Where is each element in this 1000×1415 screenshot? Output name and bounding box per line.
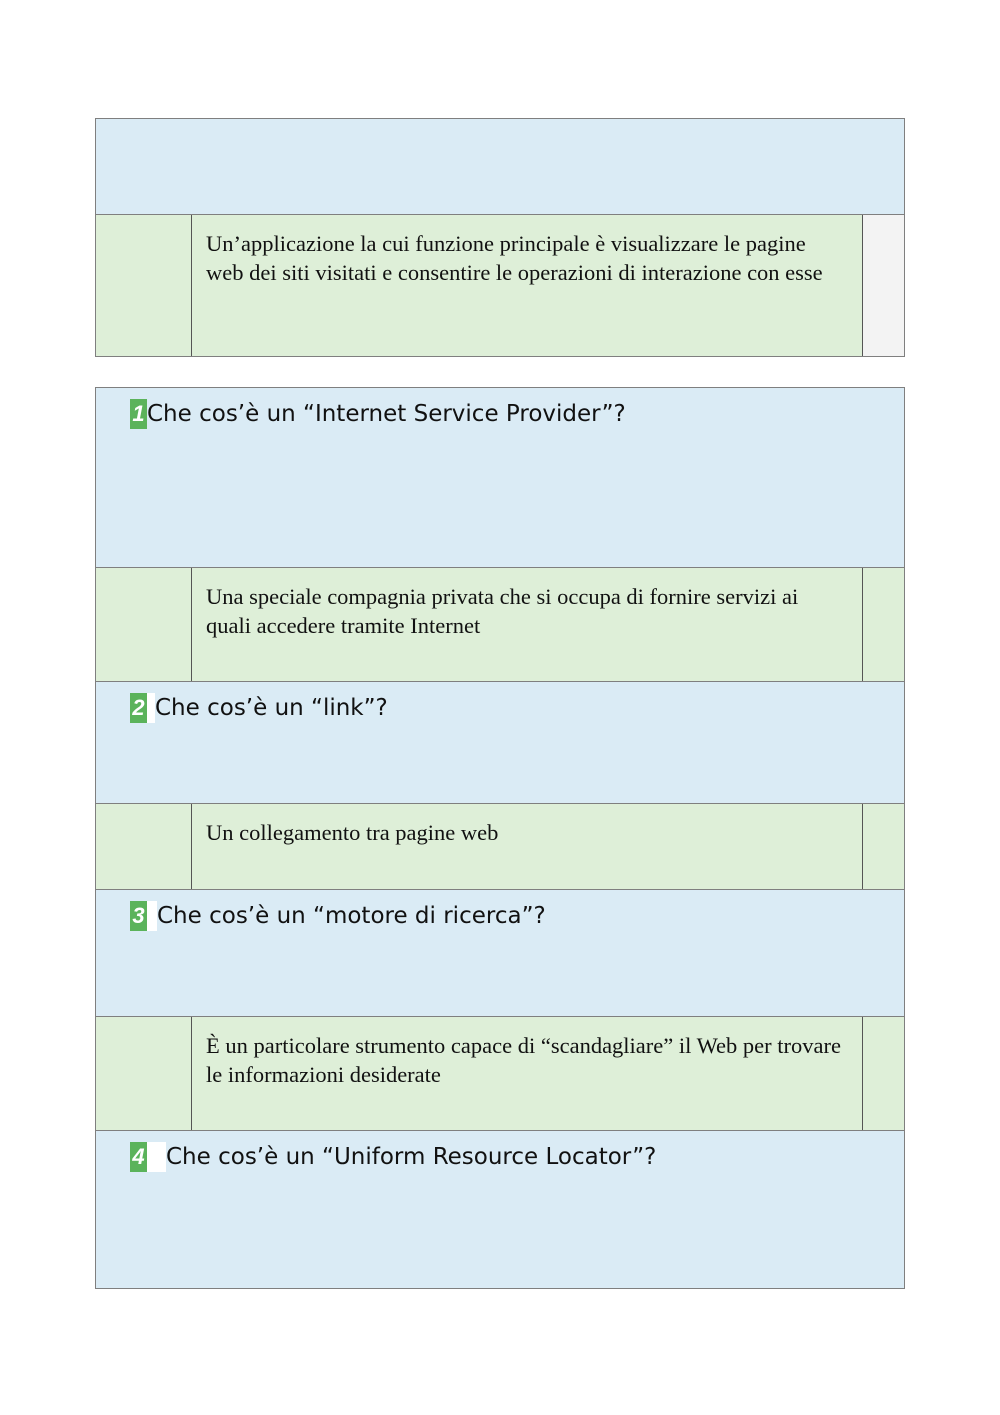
number-spacer (147, 693, 155, 723)
question-line (130, 693, 388, 723)
question-number-badge: 4 (130, 1142, 147, 1172)
question-number-badge: 1 (130, 399, 147, 429)
answer-row-1 (96, 568, 904, 682)
question-number-badge: 3 (130, 901, 147, 931)
question-line (130, 399, 626, 429)
question-text: Che cos’è un “Internet Service Provider”? (147, 401, 626, 427)
quiz-table-top (95, 118, 905, 357)
answer-left-cell (96, 568, 192, 681)
question-text: Che cos’è un “motore di ricerca”? (157, 903, 546, 929)
answer-right-cell (862, 568, 904, 681)
answer-row-3 (96, 1017, 904, 1131)
answer-text: Una speciale compagnia privata che si occupa di fornire servizi ai quali accedere tramite Internet (206, 584, 799, 638)
answer-right-cell (862, 215, 904, 356)
answer-left-cell (96, 215, 192, 356)
answer-text: Un’applicazione la cui funzione principale è visualizzare le pagine web dei siti visitati e consentire le operazioni di interazione con esse (206, 231, 823, 285)
answer-row (96, 215, 904, 356)
question-row-2 (96, 682, 904, 804)
question-row-1 (96, 388, 904, 568)
question-row-4 (96, 1131, 904, 1288)
quiz-table-main (95, 387, 905, 1289)
question-number-badge: 2 (130, 693, 147, 723)
question-row-empty (96, 119, 904, 215)
question-row-3 (96, 890, 904, 1017)
question-text: Che cos’è un “Uniform Resource Locator”? (166, 1144, 657, 1170)
answer-row-2 (96, 804, 904, 890)
answer-text: È un particolare strumento capace di “scandagliare” il Web per trovare le informazioni desiderate (206, 1033, 841, 1087)
answer-right-cell (862, 804, 904, 889)
number-spacer (147, 1142, 166, 1172)
question-line (130, 901, 546, 931)
question-text: Che cos’è un “link”? (155, 695, 388, 721)
answer-right-cell (862, 1017, 904, 1130)
answer-left-cell (96, 804, 192, 889)
number-spacer (147, 901, 157, 931)
answer-left-cell (96, 1017, 192, 1130)
question-line (130, 1142, 656, 1172)
answer-text: Un collegamento tra pagine web (206, 820, 499, 845)
